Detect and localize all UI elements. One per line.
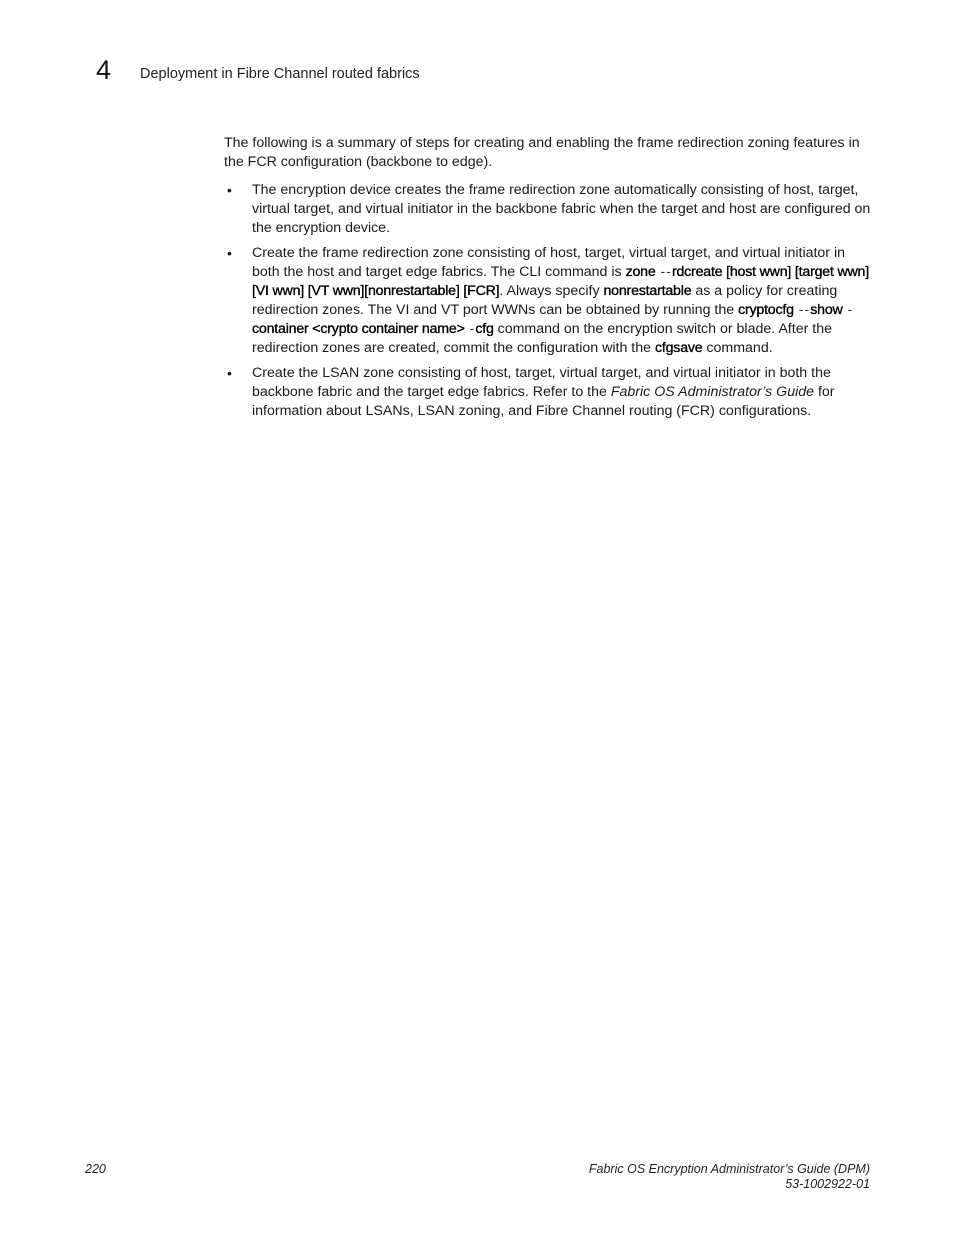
footer-doc-number: 53-1002922-01: [785, 1177, 870, 1191]
list-item: [224, 181, 872, 238]
command-cfgsave: cfgsave: [654, 340, 703, 356]
bullet-icon: •: [227, 365, 232, 381]
bullet-text: command on the encryption switch or blade. After the redirection zones are created, commit the configuration with the: [252, 321, 832, 356]
bullet-icon: •: [227, 182, 232, 198]
bullet-text: for information about LSANs, LSAN zoning, and Fibre Channel routing (FCR) configurations.: [252, 384, 835, 419]
bullet-text: command.: [702, 340, 773, 356]
command-option-dash: --: [793, 302, 811, 318]
command-option-dash: -: [842, 302, 854, 318]
bullet-text: Create the frame redirection zone consisting of host, target, virtual target, and virtual initiator in both the host and target edge fabrics. The CLI command is: [252, 245, 846, 280]
command-container: container <crypto container name>: [252, 321, 465, 337]
bullet-text: Create the LSAN zone consisting of host, target, virtual target, and virtual initiator in both the backbone fabric and the target edge fabrics. Refer to the: [252, 365, 831, 400]
command-option-dash: --: [655, 264, 672, 280]
steps-list: [224, 181, 872, 421]
bullet-icon: •: [227, 245, 232, 261]
footer-doc-title: Fabric OS Encryption Administrator’s Guide (DPM): [588, 1162, 870, 1176]
chapter-number: 4: [96, 55, 112, 85]
guide-reference: Fabric OS Administrator’s Guide: [610, 384, 815, 400]
main-content: [224, 134, 872, 427]
list-item: [224, 244, 872, 358]
keyword-nonrestartable: nonrestartable: [603, 283, 692, 299]
command-rdcreate: rdcreate [host wwn] [target wwn] [VI wwn] [VT wwn][nonrestartable] [FCR]: [252, 264, 869, 299]
command-option-dash: -: [464, 321, 476, 337]
bullet-text: as a policy for creating redirection zones. The VI and VT port WWNs can be obtained by running the: [252, 283, 838, 318]
intro-paragraph: The following is a summary of steps for creating and enabling the frame redirection zoning features in the FCR configuration (backbone to edge).: [224, 135, 860, 170]
list-item: [224, 364, 872, 421]
command-cfg: cfg: [475, 321, 494, 337]
footer-doc-info: [589, 1162, 870, 1192]
command-show: show: [810, 302, 843, 318]
bullet-text: . Always specify: [499, 283, 604, 299]
command-zone: zone: [625, 264, 656, 280]
chapter-title: Deployment in Fibre Channel routed fabrics: [140, 66, 420, 82]
page-number: 220: [85, 1162, 106, 1176]
bullet-text: The encryption device creates the frame redirection zone automatically consisting of host, target, virtual target, and virtual initiator in the backbone fabric when the target and host are configured on the encryption device.: [252, 182, 871, 236]
command-cryptocfg: cryptocfg: [738, 302, 794, 318]
